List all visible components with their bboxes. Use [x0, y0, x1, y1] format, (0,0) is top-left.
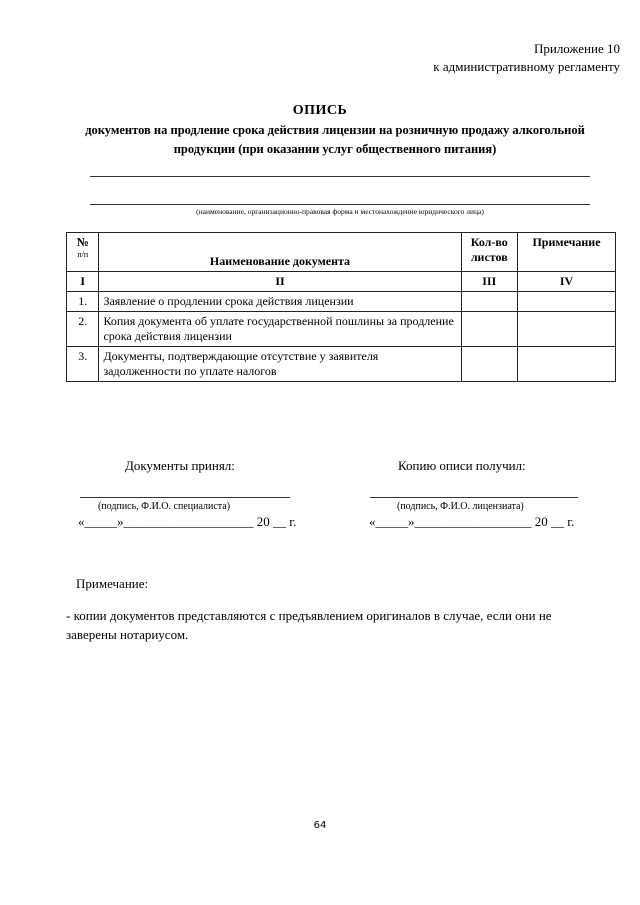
- appendix-number: Приложение 10: [533, 41, 620, 56]
- licensee-caption: (подпись, Ф.И.О. лицензиата): [397, 501, 524, 512]
- roman-row: [67, 272, 616, 292]
- row-num: 1.: [67, 292, 99, 312]
- subtitle-line-2: продукции (при оказании услуг общественного питания): [173, 142, 497, 156]
- row-name: Документы, подтверждающие отсутствие у заявителя задолженности по уплате налогов: [99, 347, 461, 382]
- row-qty[interactable]: [461, 312, 517, 347]
- row-name: Заявление о продлении срока действия лицензии: [99, 292, 461, 312]
- roman-2: II: [99, 272, 461, 292]
- header-num-label: №: [76, 235, 89, 249]
- row-qty[interactable]: [461, 347, 517, 382]
- received-by-label: Копию описи получил:: [398, 458, 526, 473]
- accepted-by-label: Документы принял:: [125, 458, 235, 473]
- document-title: ОПИСЬ: [292, 103, 348, 118]
- specialist-signature-line[interactable]: [80, 497, 290, 498]
- document-subtitle: [60, 121, 610, 159]
- applicant-line-1: [90, 176, 590, 177]
- subtitle-line-1: документов на продление срока действия лицензии на розничную продажу алкогольной: [85, 123, 585, 137]
- roman-3: III: [461, 272, 517, 292]
- table-row: [67, 292, 616, 312]
- applicant-caption: (наименование, организационно-правовая форма и местонахождение юридического лица): [196, 207, 484, 216]
- specialist-date[interactable]: «_____»____________________ 20 __ г.: [78, 514, 297, 529]
- row-qty[interactable]: [461, 292, 517, 312]
- roman-4: IV: [518, 272, 616, 292]
- header-note: Примечание: [518, 233, 616, 272]
- row-note[interactable]: [518, 292, 616, 312]
- inventory-table: [66, 232, 616, 382]
- page-number: 64: [313, 820, 327, 831]
- row-name: Копия документа об уплате государственной пошлины за продление срока действия лицензии: [99, 312, 461, 347]
- applicant-line-2: [90, 204, 590, 205]
- appendix-header: [433, 40, 620, 76]
- specialist-caption: (подпись, Ф.И.О. специалиста): [98, 501, 231, 512]
- licensee-date[interactable]: «_____»__________________ 20 __ г.: [369, 514, 575, 529]
- row-num: 3.: [67, 347, 99, 382]
- header-name: Наименование документа: [99, 233, 461, 272]
- header-num: [67, 233, 99, 272]
- note-text: - копии документов представляются с предъявлением оригиналов в случае, если они не заверены нотариусом.: [66, 608, 552, 642]
- note-title: Примечание:: [76, 576, 149, 591]
- row-note[interactable]: [518, 347, 616, 382]
- roman-1: I: [67, 272, 99, 292]
- header-num-sub: п/п: [77, 250, 89, 259]
- appendix-reference: к административному регламенту: [433, 59, 620, 74]
- table-row: [67, 312, 616, 347]
- table-header-row: [67, 233, 616, 272]
- row-note[interactable]: [518, 312, 616, 347]
- header-qty: Кол-во листов: [461, 233, 517, 272]
- row-num: 2.: [67, 312, 99, 347]
- licensee-signature-line[interactable]: [370, 497, 578, 498]
- table-row: [67, 347, 616, 382]
